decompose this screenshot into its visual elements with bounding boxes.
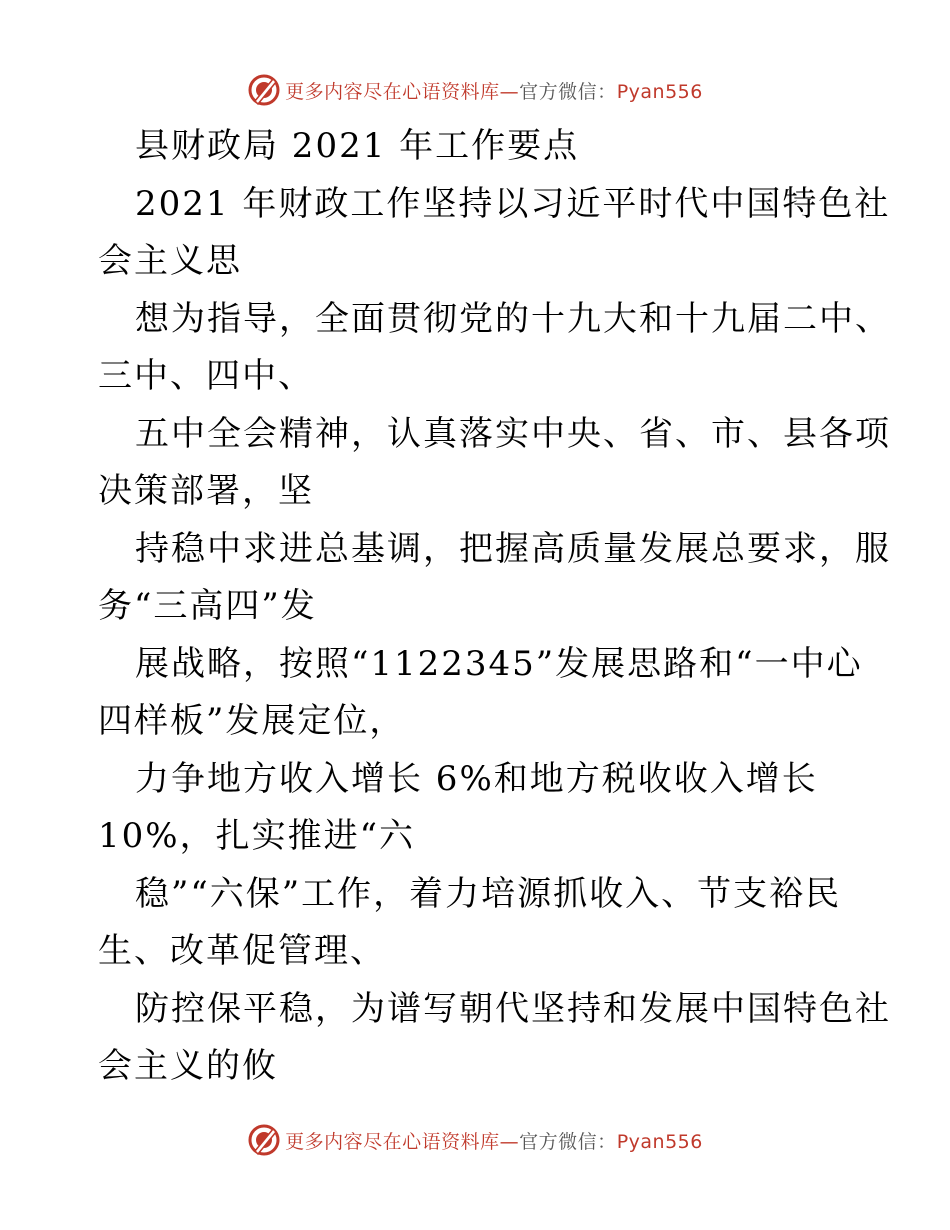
- paragraph-line: 三中、四中、: [98, 356, 314, 396]
- paragraph-line: 务“三高四”发: [98, 586, 317, 626]
- paragraph-line: 五中全会精神，认真落实中央、省、市、县各项: [135, 413, 891, 454]
- paragraph-line: 稳”“六保”工作，着力培源抓收入、节支裕民: [135, 873, 842, 914]
- watermark-label: 官方微信：: [519, 1130, 617, 1153]
- paragraph-line: 持稳中求进总基调，把握高质量发展总要求，服: [135, 528, 891, 569]
- header-watermark: [0, 70, 950, 110]
- paragraph-line: 四样板”发展定位，: [98, 701, 406, 741]
- paragraph-line: 展战略，按照“1122345”发展思路和“一中心: [135, 643, 863, 684]
- paragraph-line: 决策部署，坚: [98, 471, 314, 511]
- document-body: [98, 118, 891, 1096]
- paragraph-line: 会主义的攸: [98, 1046, 278, 1086]
- paragraph-line: 想为指导，全面贯彻党的十九大和十九届二中、: [135, 298, 891, 339]
- watermark-site: 更多内容尽在心语资料库: [285, 1130, 500, 1153]
- watermark-dash: —: [499, 1130, 520, 1153]
- pen-logo-icon: [247, 1123, 281, 1157]
- paragraph-line: 生、改革促管理、: [98, 931, 386, 971]
- paragraph-line: 2021 年财政工作坚持以习近平时代中国特色社: [135, 183, 891, 224]
- watermark-site: 更多内容尽在心语资料库: [285, 80, 500, 103]
- paragraph-line: 力争地方收入增长 6%和地方税收收入增长: [135, 758, 818, 799]
- footer-watermark: [0, 1120, 950, 1160]
- watermark-id: Pyan556: [616, 80, 703, 103]
- watermark-label: 官方微信：: [519, 80, 617, 103]
- paragraph-line: 会主义思: [98, 241, 242, 281]
- watermark-id: Pyan556: [616, 1130, 703, 1153]
- paragraph-line: 防控保平稳，为谱写朝代坚持和发展中国特色社: [135, 988, 891, 1029]
- paragraph-line: 10%，扎实推进“六: [98, 816, 415, 856]
- watermark-dash: —: [499, 80, 520, 103]
- pen-logo-icon: [247, 73, 281, 107]
- document-title: 县财政局 2021 年工作要点: [135, 126, 580, 166]
